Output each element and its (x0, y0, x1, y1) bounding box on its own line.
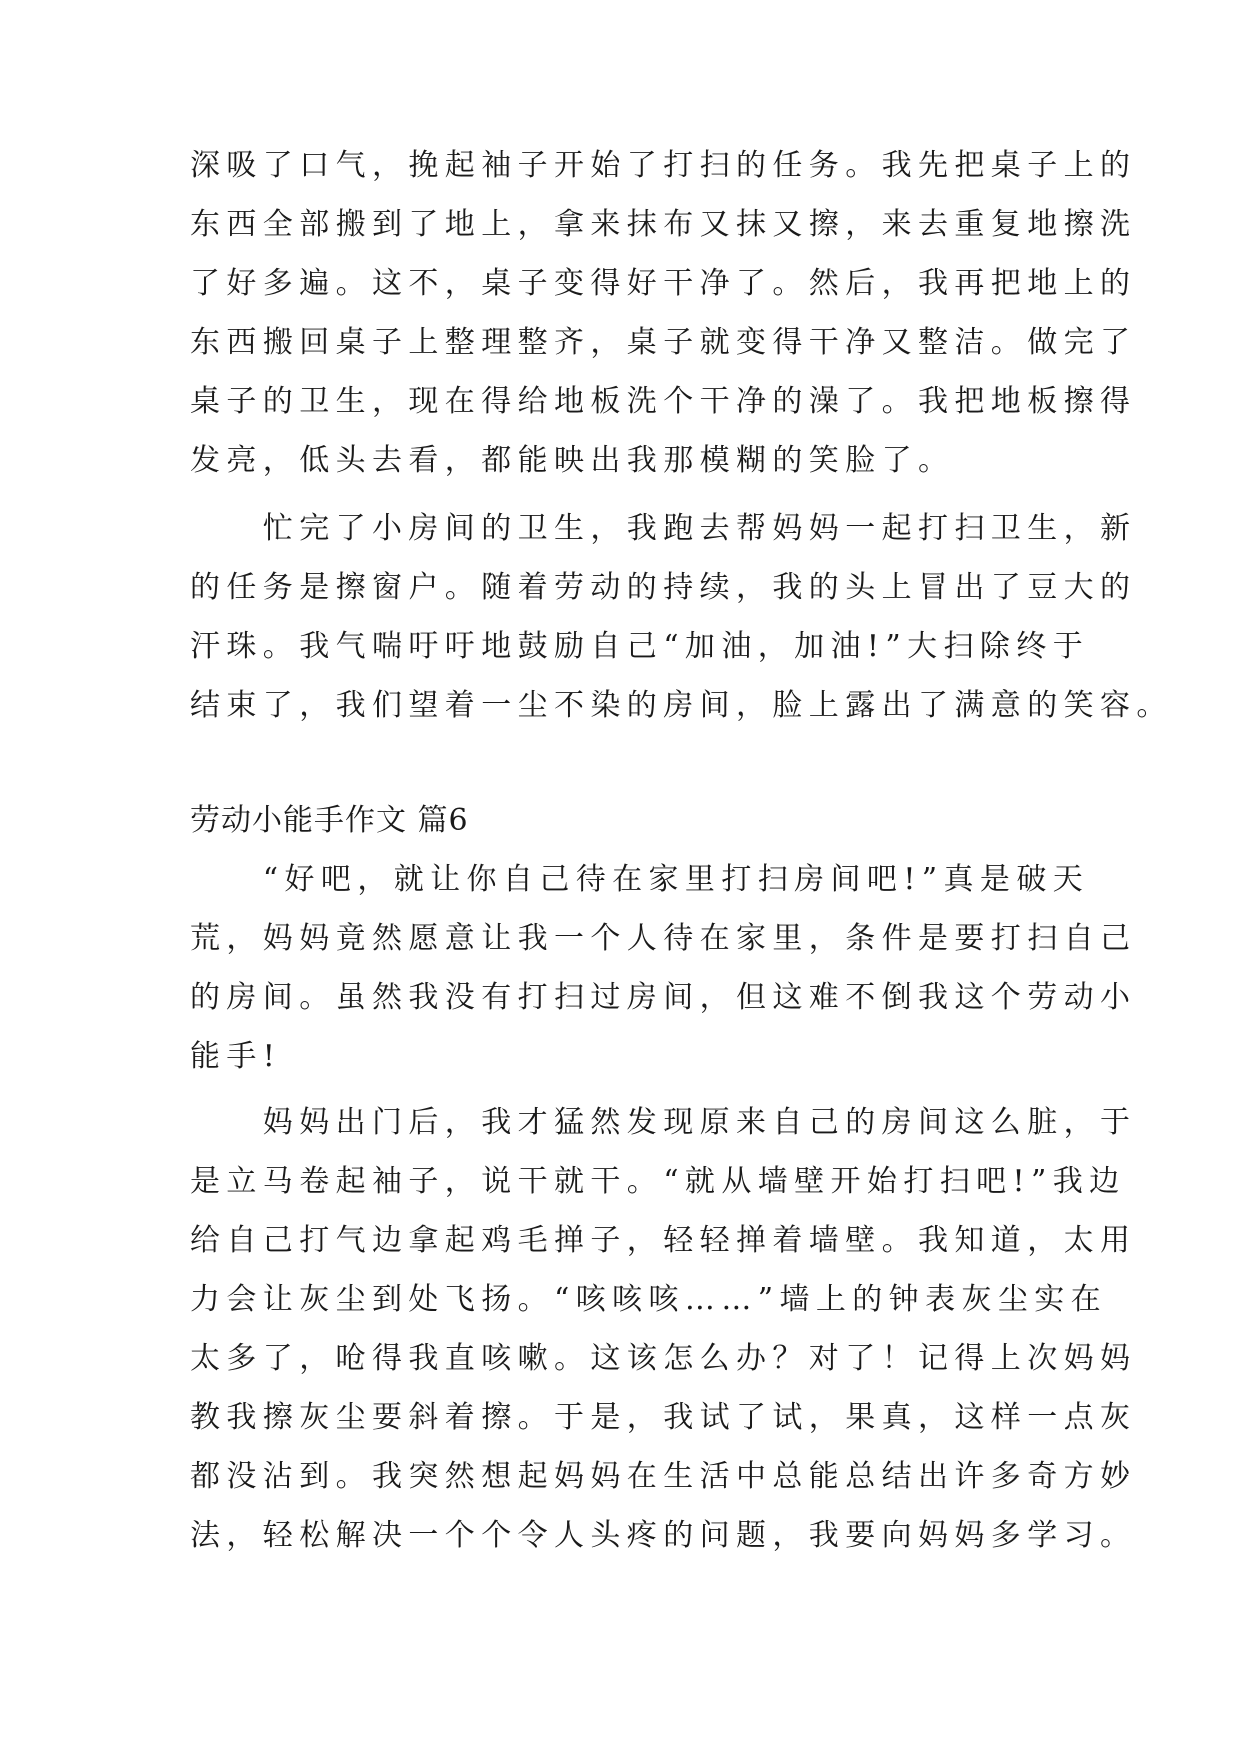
text-line: 汗珠。我气喘吁吁地鼓励自己“加油，加油!”大扫除终于 (190, 629, 1090, 664)
text-line: 了好多遍。这不，桌子变得好干净了。然后，我再把地上的 (190, 266, 1137, 301)
text-line: 东西搬回桌子上整理整齐，桌子就变得干净又整洁。做完了 (190, 325, 1137, 360)
text-line: 东西全部搬到了地上，拿来抹布又抹又擦，来去重复地擦洗 (190, 207, 1137, 242)
text-line: 发亮，低头去看，都能映出我那模糊的笑脸了。 (190, 443, 955, 478)
text-line: 的房间。虽然我没有打扫过房间，但这难不倒我这个劳动小 (190, 980, 1137, 1015)
text-line: 太多了，呛得我直咳嗽。这该怎么办？对了！记得上次妈妈 (190, 1341, 1137, 1376)
text-line: 都没沾到。我突然想起妈妈在生活中总能总结出许多奇方妙 (190, 1459, 1137, 1494)
text-line: 教我擦灰尘要斜着擦。于是，我试了试，果真，这样一点灰 (190, 1400, 1137, 1435)
text-line: 荒，妈妈竟然愿意让我一个人待在家里，条件是要打扫自己 (190, 921, 1137, 956)
text-line: 能手! (190, 1039, 282, 1074)
text-line: 忙完了小房间的卫生，我跑去帮妈妈一起打扫卫生，新 (190, 511, 1137, 546)
text-line: 力会让灰尘到处飞扬。“咳咳咳……”墙上的钟表灰尘实在 (190, 1282, 1108, 1317)
text-line: “好吧，就让你自己待在家里打扫房间吧!”真是破天 (190, 862, 1090, 897)
section-heading: 劳动小能手作文 篇6 (190, 803, 469, 838)
text-line: 结束了，我们望着一尘不染的房间，脸上露出了满意的笑容。 (190, 688, 1173, 723)
text-line: 的任务是擦窗户。随着劳动的持续，我的头上冒出了豆大的 (190, 570, 1137, 605)
text-line: 法，轻松解决一个个令人头疼的问题，我要向妈妈多学习。 (190, 1518, 1137, 1553)
text-line: 是立马卷起袖子，说干就干。“就从墙壁开始打扫吧!”我边 (190, 1164, 1126, 1199)
text-line: 深吸了口气，挽起袖子开始了打扫的任务。我先把桌子上的 (190, 148, 1137, 183)
text-line: 妈妈出门后，我才猛然发现原来自己的房间这么脏，于 (190, 1105, 1137, 1140)
text-line: 给自己打气边拿起鸡毛掸子，轻轻掸着墙壁。我知道，太用 (190, 1223, 1137, 1258)
text-line: 桌子的卫生，现在得给地板洗个干净的澡了。我把地板擦得 (190, 384, 1137, 419)
